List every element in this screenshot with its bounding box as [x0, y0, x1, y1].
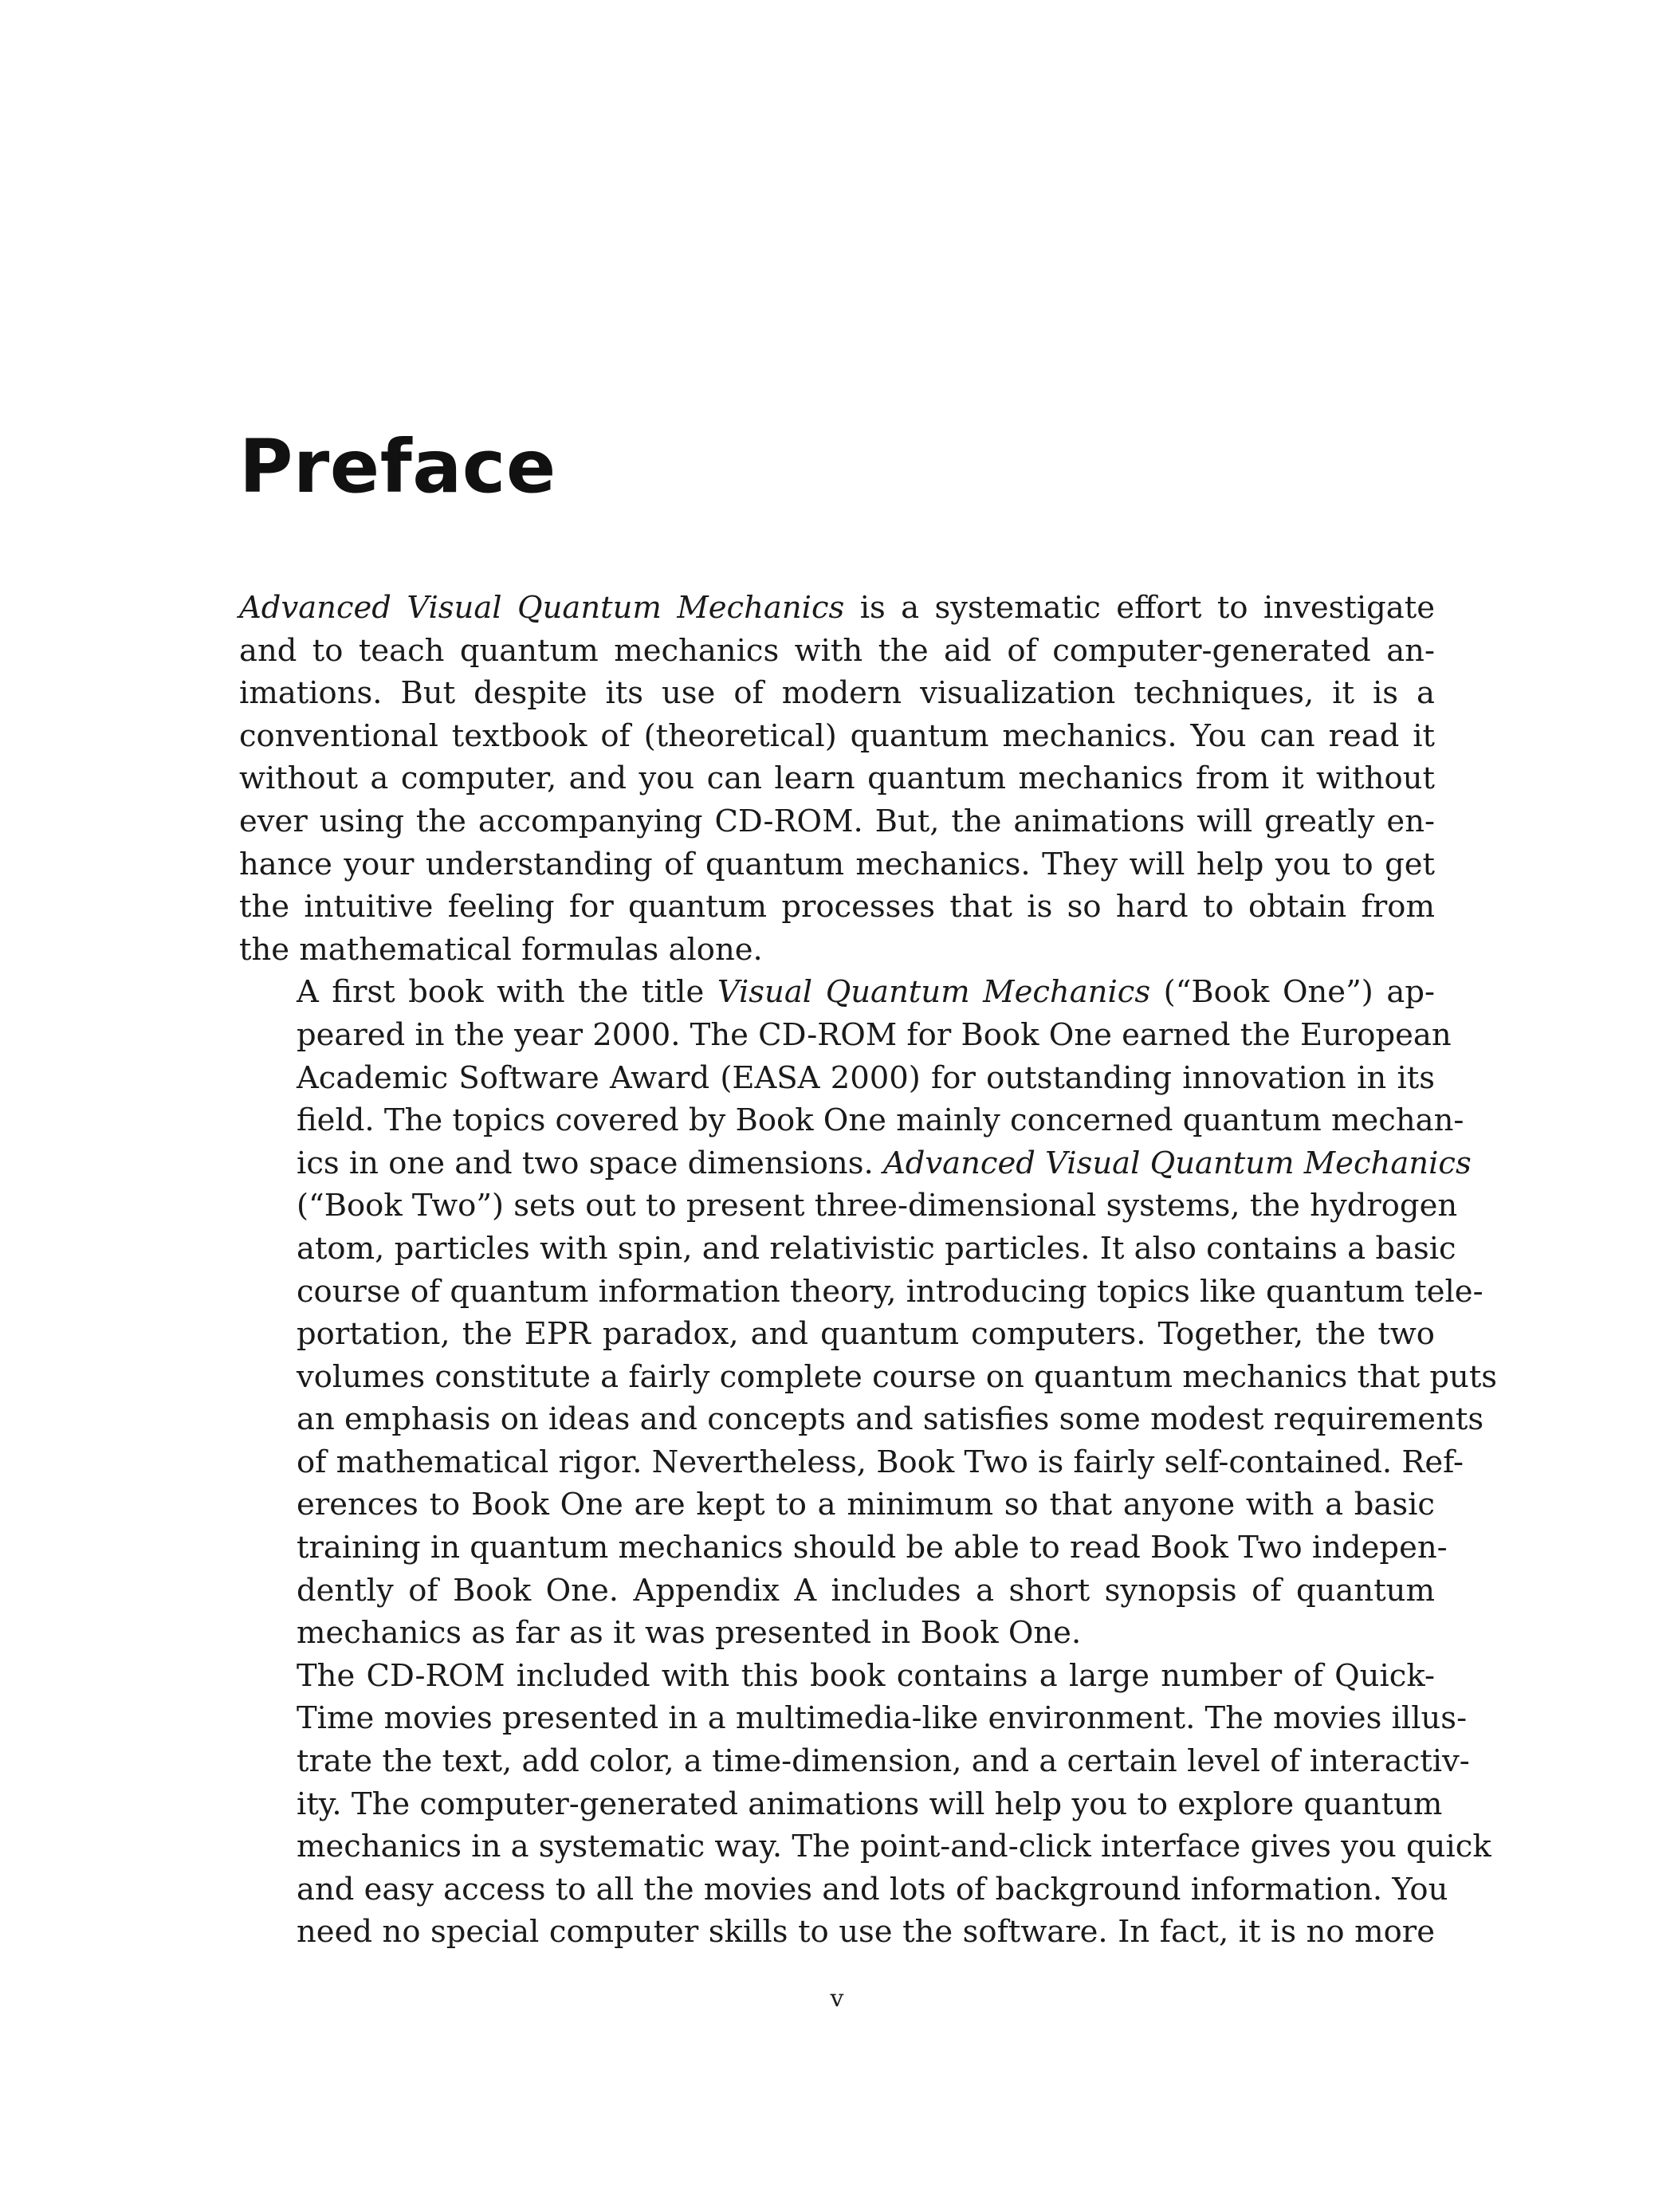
text-line	[239, 1142, 1472, 1185]
text-line	[239, 971, 1435, 1014]
text-run: conventional textbook of (theoretical) quantum mechanics. You can read it	[239, 717, 1435, 754]
text-run: ever using the accompanying CD-ROM. But, the animations will greatly en-	[239, 803, 1435, 839]
text-line	[239, 630, 1435, 673]
text-line	[239, 929, 1435, 972]
book-title-italic: Advanced Visual Quantum Mechanics	[239, 590, 845, 626]
chapter-title: Preface	[239, 424, 556, 509]
text-line	[239, 1099, 1464, 1142]
text-line	[239, 1783, 1443, 1826]
text-run: of mathematical rigor. Nevertheless, Book Two is fairly self-contained. Ref-	[297, 1444, 1464, 1480]
text-line	[239, 843, 1435, 886]
text-line	[239, 715, 1435, 758]
paragraph	[239, 1655, 1491, 1954]
text-run: trate the text, add color, a time-dimension, and a certain level of interactiv-	[297, 1743, 1470, 1780]
book-title-italic: Visual Quantum Mechanics	[717, 974, 1151, 1011]
page-number: v	[830, 1985, 844, 2013]
text-line	[239, 1911, 1435, 1954]
text-run: Time movies presented in a multimedia-like environment. The movies illus-	[297, 1700, 1468, 1737]
text-line	[239, 1057, 1435, 1100]
text-run: volumes constitute a fairly complete course on quantum mechanics that puts	[297, 1358, 1498, 1395]
paragraph	[239, 971, 1498, 1655]
paragraph	[239, 587, 1435, 971]
text-line	[239, 1441, 1464, 1484]
text-line	[239, 1313, 1435, 1356]
text-line	[239, 1570, 1435, 1613]
text-run: and to teach quantum mechanics with the aid of computer-generated an-	[239, 632, 1435, 669]
text-run: ity. The computer-generated animations will help you to explore quantum	[297, 1786, 1443, 1822]
text-line	[239, 1868, 1448, 1911]
text-run: field. The topics covered by Book One mainly concerned quantum mechan-	[297, 1102, 1464, 1139]
text-run: mechanics in a systematic way. The point-and-click interface gives you quick	[297, 1829, 1491, 1865]
text-run: ics in one and two space dimensions.	[297, 1145, 883, 1181]
text-run: the mathematical formulas alone.	[239, 931, 763, 968]
text-run: the intuitive feeling for quantum processes that is so hard to obtain from	[239, 889, 1435, 925]
text-line	[239, 1655, 1435, 1698]
text-run: mechanics as far as it was presented in Book One.	[297, 1615, 1082, 1652]
text-line	[239, 1228, 1456, 1271]
book-title-italic: Advanced Visual Quantum Mechanics	[882, 1145, 1472, 1181]
text-line	[239, 587, 1435, 630]
text-line	[239, 1014, 1452, 1057]
text-run: an emphasis on ideas and concepts and satisfies some modest requirements	[297, 1401, 1484, 1438]
text-run: without a computer, and you can learn quantum mechanics from it without	[239, 760, 1435, 797]
text-run: course of quantum information theory, introducing topics like quantum tele-	[297, 1273, 1483, 1310]
text-line	[239, 1483, 1435, 1526]
text-run: (“Book One”) ap-	[1150, 974, 1435, 1011]
text-line	[239, 1271, 1483, 1314]
text-line	[239, 1740, 1470, 1783]
text-line	[239, 1612, 1435, 1655]
text-line	[239, 757, 1435, 800]
text-line	[239, 1697, 1468, 1740]
text-run: peared in the year 2000. The CD-ROM for Book One earned the European	[297, 1016, 1452, 1053]
text-line	[239, 1356, 1498, 1399]
text-run: Academic Software Award (EASA 2000) for outstanding innovation in its	[297, 1059, 1435, 1096]
text-line	[239, 800, 1435, 843]
text-run: training in quantum mechanics should be able to read Book Two indepen-	[297, 1530, 1448, 1566]
text-run: hance your understanding of quantum mechanics. They will help you to get	[239, 846, 1435, 882]
text-line	[239, 672, 1435, 715]
text-run: A first book with the title	[297, 974, 717, 1011]
text-run: The CD-ROM included with this book contains a large number of Quick-	[297, 1657, 1435, 1694]
text-run: dently of Book One. Appendix A includes a short synopsis of quantum	[297, 1572, 1435, 1609]
text-run: is a systematic effort to investigate	[844, 590, 1435, 626]
text-line	[239, 1526, 1448, 1570]
text-line	[239, 1185, 1458, 1228]
preface-body	[239, 587, 1498, 1954]
text-line	[239, 1398, 1484, 1441]
text-run: portation, the EPR paradox, and quantum computers. Together, the two	[297, 1316, 1435, 1353]
text-run: (“Book Two”) sets out to present three-dimensional systems, the hydrogen	[297, 1188, 1458, 1224]
text-run: and easy access to all the movies and lots of background information. You	[297, 1871, 1448, 1908]
text-run: erences to Book One are kept to a minimum so that anyone with a basic	[297, 1487, 1435, 1523]
text-run: need no special computer skills to use the software. In fact, it is no more	[297, 1914, 1435, 1951]
text-run: imations. But despite its use of modern visualization techniques, it is a	[239, 675, 1435, 712]
text-line	[239, 886, 1435, 929]
text-run: atom, particles with spin, and relativistic particles. It also contains a basic	[297, 1230, 1456, 1267]
text-line	[239, 1825, 1491, 1868]
